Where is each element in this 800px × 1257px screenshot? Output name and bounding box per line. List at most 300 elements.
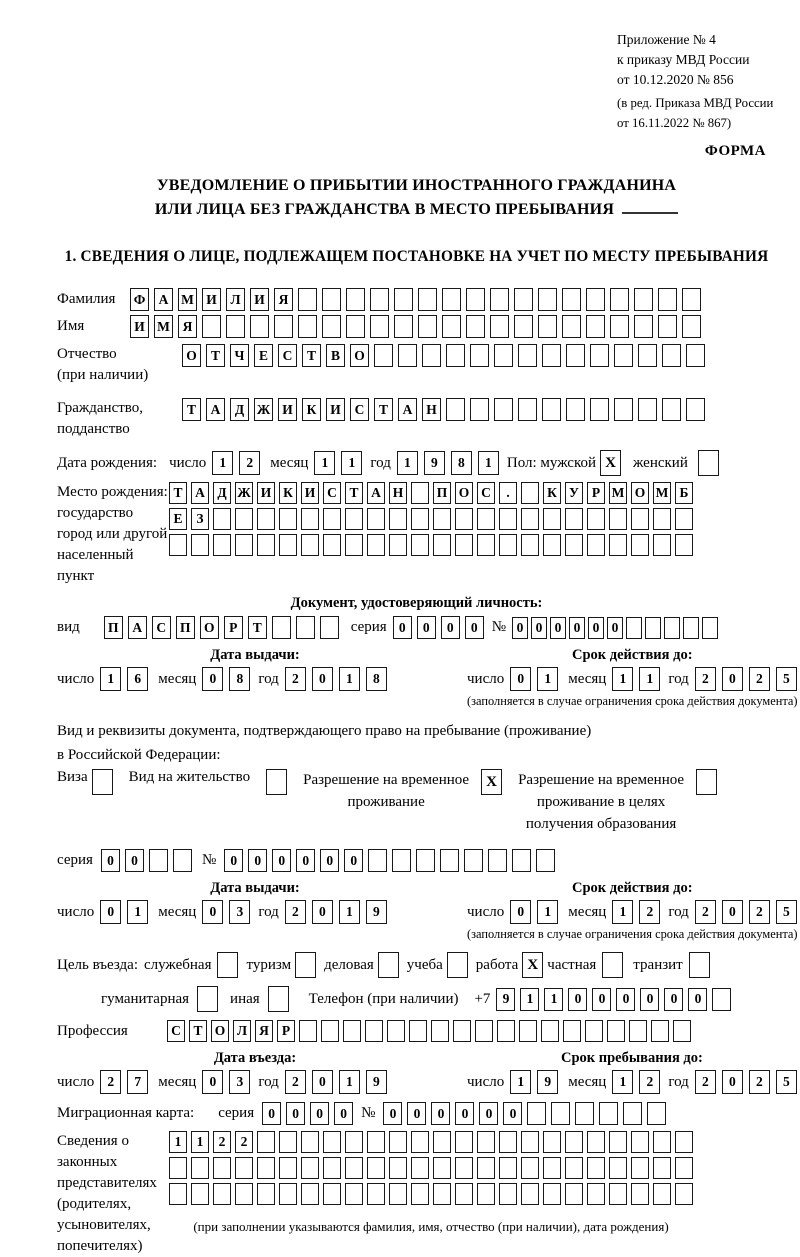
- form-cell[interactable]: [169, 534, 187, 556]
- form-cell[interactable]: С: [278, 344, 297, 367]
- form-cell[interactable]: [213, 508, 231, 530]
- form-cell[interactable]: [683, 617, 699, 639]
- form-cell[interactable]: 0: [441, 616, 460, 639]
- form-cell[interactable]: [387, 1020, 405, 1042]
- form-cell[interactable]: [455, 1157, 473, 1179]
- form-cell[interactable]: [367, 534, 385, 556]
- form-cell[interactable]: [682, 288, 701, 311]
- form-cell[interactable]: 0: [479, 1102, 498, 1125]
- form-cell[interactable]: [257, 1183, 275, 1205]
- form-cell[interactable]: С: [350, 398, 369, 421]
- form-cell[interactable]: [173, 849, 192, 872]
- form-cell[interactable]: [345, 534, 363, 556]
- form-cell[interactable]: [609, 1157, 627, 1179]
- form-cell[interactable]: [586, 315, 605, 338]
- form-cell[interactable]: [323, 534, 341, 556]
- form-cell[interactable]: [411, 1131, 429, 1153]
- form-cell[interactable]: [433, 1157, 451, 1179]
- form-cell[interactable]: [490, 288, 509, 311]
- form-cell[interactable]: 1: [397, 451, 418, 475]
- form-cell[interactable]: [494, 398, 513, 421]
- form-cell[interactable]: 0: [569, 617, 585, 639]
- form-cell[interactable]: 0: [531, 617, 547, 639]
- form-cell[interactable]: 0: [312, 900, 333, 924]
- form-cell[interactable]: 0: [465, 616, 484, 639]
- form-cell[interactable]: 1: [339, 900, 360, 924]
- form-cell[interactable]: [202, 315, 221, 338]
- form-cell[interactable]: А: [128, 616, 147, 639]
- form-cell[interactable]: [418, 315, 437, 338]
- form-cell[interactable]: 2: [285, 667, 306, 691]
- form-cell[interactable]: 0: [640, 988, 659, 1011]
- form-cell[interactable]: Р: [277, 1020, 295, 1042]
- form-cell[interactable]: 9: [366, 1070, 387, 1094]
- form-cell[interactable]: [433, 1131, 451, 1153]
- form-cell[interactable]: 0: [312, 1070, 333, 1094]
- form-cell[interactable]: [169, 1157, 187, 1179]
- form-cell[interactable]: [446, 344, 465, 367]
- form-cell[interactable]: 0: [224, 849, 243, 872]
- form-cell[interactable]: [499, 534, 517, 556]
- form-cell[interactable]: 2: [749, 667, 770, 691]
- form-cell[interactable]: 2: [285, 1070, 306, 1094]
- form-cell[interactable]: [389, 1157, 407, 1179]
- form-cell[interactable]: 8: [229, 667, 250, 691]
- form-cell[interactable]: [470, 398, 489, 421]
- form-cell[interactable]: И: [130, 315, 149, 338]
- form-cell[interactable]: [499, 1157, 517, 1179]
- form-cell[interactable]: [298, 315, 317, 338]
- form-cell[interactable]: [257, 1131, 275, 1153]
- form-cell[interactable]: [213, 1183, 231, 1205]
- form-cell[interactable]: [345, 1183, 363, 1205]
- form-cell[interactable]: [466, 288, 485, 311]
- form-cell[interactable]: [392, 849, 411, 872]
- form-cell[interactable]: 0: [125, 849, 144, 872]
- form-cell[interactable]: .: [499, 482, 517, 504]
- form-cell[interactable]: [299, 1020, 317, 1042]
- purpose-business-checkbox[interactable]: [378, 952, 399, 978]
- form-cell[interactable]: [322, 288, 341, 311]
- form-cell[interactable]: 0: [312, 667, 333, 691]
- temp-permit-checkbox[interactable]: X: [481, 769, 502, 795]
- form-cell[interactable]: [653, 1157, 671, 1179]
- form-cell[interactable]: [345, 1157, 363, 1179]
- form-cell[interactable]: И: [202, 288, 221, 311]
- form-cell[interactable]: [521, 1183, 539, 1205]
- form-cell[interactable]: [389, 1131, 407, 1153]
- form-cell[interactable]: [566, 398, 585, 421]
- form-cell[interactable]: 2: [239, 451, 260, 475]
- form-cell[interactable]: 3: [229, 1070, 250, 1094]
- form-cell[interactable]: И: [257, 482, 275, 504]
- form-cell[interactable]: И: [301, 482, 319, 504]
- form-cell[interactable]: [543, 1157, 561, 1179]
- visa-checkbox[interactable]: [92, 769, 113, 795]
- purpose-other-checkbox[interactable]: [268, 986, 289, 1012]
- form-cell[interactable]: [565, 1131, 583, 1153]
- form-cell[interactable]: [345, 508, 363, 530]
- form-cell[interactable]: [455, 1183, 473, 1205]
- form-cell[interactable]: 0: [344, 849, 363, 872]
- purpose-tourism-checkbox[interactable]: [295, 952, 316, 978]
- form-cell[interactable]: [662, 398, 681, 421]
- form-cell[interactable]: [631, 1157, 649, 1179]
- form-cell[interactable]: [398, 344, 417, 367]
- form-cell[interactable]: [389, 508, 407, 530]
- form-cell[interactable]: [470, 344, 489, 367]
- form-cell[interactable]: [250, 315, 269, 338]
- form-cell[interactable]: И: [278, 398, 297, 421]
- purpose-study-checkbox[interactable]: [447, 952, 468, 978]
- form-cell[interactable]: Р: [587, 482, 605, 504]
- form-cell[interactable]: 9: [424, 451, 445, 475]
- form-cell[interactable]: И: [250, 288, 269, 311]
- form-cell[interactable]: 0: [202, 900, 223, 924]
- form-cell[interactable]: [477, 1131, 495, 1153]
- form-cell[interactable]: [587, 534, 605, 556]
- form-cell[interactable]: [653, 534, 671, 556]
- form-cell[interactable]: Т: [345, 482, 363, 504]
- form-cell[interactable]: [389, 1183, 407, 1205]
- form-cell[interactable]: П: [433, 482, 451, 504]
- form-cell[interactable]: [477, 508, 495, 530]
- form-cell[interactable]: [298, 288, 317, 311]
- form-cell[interactable]: [631, 1183, 649, 1205]
- form-cell[interactable]: 1: [212, 451, 233, 475]
- form-cell[interactable]: [279, 1183, 297, 1205]
- form-cell[interactable]: 0: [568, 988, 587, 1011]
- form-cell[interactable]: [464, 849, 483, 872]
- form-cell[interactable]: [527, 1102, 546, 1125]
- form-cell[interactable]: 2: [639, 900, 660, 924]
- form-cell[interactable]: [149, 849, 168, 872]
- form-cell[interactable]: [566, 344, 585, 367]
- form-cell[interactable]: [191, 1157, 209, 1179]
- form-cell[interactable]: 0: [455, 1102, 474, 1125]
- form-cell[interactable]: О: [211, 1020, 229, 1042]
- form-cell[interactable]: 0: [334, 1102, 353, 1125]
- form-cell[interactable]: [257, 534, 275, 556]
- form-cell[interactable]: 1: [339, 1070, 360, 1094]
- form-cell[interactable]: [675, 1157, 693, 1179]
- form-cell[interactable]: [235, 534, 253, 556]
- form-cell[interactable]: [213, 1157, 231, 1179]
- form-cell[interactable]: 0: [393, 616, 412, 639]
- form-cell[interactable]: Ж: [235, 482, 253, 504]
- form-cell[interactable]: [686, 344, 705, 367]
- form-cell[interactable]: В: [326, 344, 345, 367]
- form-cell[interactable]: [599, 1102, 618, 1125]
- form-cell[interactable]: 0: [417, 616, 436, 639]
- form-cell[interactable]: [433, 508, 451, 530]
- form-cell[interactable]: Я: [178, 315, 197, 338]
- form-cell[interactable]: [422, 344, 441, 367]
- form-cell[interactable]: Ч: [230, 344, 249, 367]
- form-cell[interactable]: [279, 534, 297, 556]
- form-cell[interactable]: 9: [366, 900, 387, 924]
- form-cell[interactable]: И: [326, 398, 345, 421]
- form-cell[interactable]: Д: [230, 398, 249, 421]
- form-cell[interactable]: 0: [512, 617, 528, 639]
- form-cell[interactable]: [563, 1020, 581, 1042]
- form-cell[interactable]: 0: [296, 849, 315, 872]
- form-cell[interactable]: 1: [612, 1070, 633, 1094]
- form-cell[interactable]: [521, 1157, 539, 1179]
- form-cell[interactable]: 0: [262, 1102, 281, 1125]
- form-cell[interactable]: [440, 849, 459, 872]
- form-cell[interactable]: 0: [550, 617, 566, 639]
- form-cell[interactable]: 0: [248, 849, 267, 872]
- form-cell[interactable]: 3: [229, 900, 250, 924]
- form-cell[interactable]: [367, 1131, 385, 1153]
- residence-permit-checkbox[interactable]: [266, 769, 287, 795]
- form-cell[interactable]: [323, 1183, 341, 1205]
- form-cell[interactable]: 2: [749, 1070, 770, 1094]
- form-cell[interactable]: [609, 1131, 627, 1153]
- form-cell[interactable]: 0: [616, 988, 635, 1011]
- form-cell[interactable]: [374, 344, 393, 367]
- form-cell[interactable]: О: [455, 482, 473, 504]
- form-cell[interactable]: [296, 616, 315, 639]
- form-cell[interactable]: Я: [274, 288, 293, 311]
- form-cell[interactable]: [662, 344, 681, 367]
- form-cell[interactable]: [610, 315, 629, 338]
- form-cell[interactable]: [538, 315, 557, 338]
- form-cell[interactable]: 1: [314, 451, 335, 475]
- form-cell[interactable]: Е: [169, 508, 187, 530]
- form-cell[interactable]: [631, 1131, 649, 1153]
- form-cell[interactable]: [519, 1020, 537, 1042]
- form-cell[interactable]: [323, 508, 341, 530]
- form-cell[interactable]: 2: [695, 667, 716, 691]
- form-cell[interactable]: Т: [206, 344, 225, 367]
- form-cell[interactable]: [638, 398, 657, 421]
- form-cell[interactable]: [565, 534, 583, 556]
- form-cell[interactable]: Т: [374, 398, 393, 421]
- form-cell[interactable]: 2: [100, 1070, 121, 1094]
- form-cell[interactable]: С: [152, 616, 171, 639]
- form-cell[interactable]: Н: [422, 398, 441, 421]
- form-cell[interactable]: 1: [191, 1131, 209, 1153]
- form-cell[interactable]: О: [350, 344, 369, 367]
- form-cell[interactable]: [614, 344, 633, 367]
- form-cell[interactable]: [213, 534, 231, 556]
- form-cell[interactable]: 9: [537, 1070, 558, 1094]
- form-cell[interactable]: К: [302, 398, 321, 421]
- form-cell[interactable]: 0: [722, 667, 743, 691]
- form-cell[interactable]: [442, 315, 461, 338]
- form-cell[interactable]: 0: [272, 849, 291, 872]
- form-cell[interactable]: [345, 1131, 363, 1153]
- form-cell[interactable]: [686, 398, 705, 421]
- form-cell[interactable]: А: [206, 398, 225, 421]
- form-cell[interactable]: [409, 1020, 427, 1042]
- form-cell[interactable]: [562, 288, 581, 311]
- form-cell[interactable]: [389, 534, 407, 556]
- form-cell[interactable]: [477, 1157, 495, 1179]
- form-cell[interactable]: [466, 315, 485, 338]
- form-cell[interactable]: 0: [510, 667, 531, 691]
- form-cell[interactable]: [301, 534, 319, 556]
- form-cell[interactable]: [664, 617, 680, 639]
- form-cell[interactable]: [494, 344, 513, 367]
- form-cell[interactable]: 1: [612, 667, 633, 691]
- form-cell[interactable]: Т: [169, 482, 187, 504]
- form-cell[interactable]: 1: [612, 900, 633, 924]
- form-cell[interactable]: [442, 288, 461, 311]
- form-cell[interactable]: [675, 534, 693, 556]
- form-cell[interactable]: [543, 1183, 561, 1205]
- form-cell[interactable]: [609, 534, 627, 556]
- form-cell[interactable]: Е: [254, 344, 273, 367]
- form-cell[interactable]: А: [398, 398, 417, 421]
- form-cell[interactable]: [587, 508, 605, 530]
- form-cell[interactable]: [433, 1183, 451, 1205]
- form-cell[interactable]: [542, 344, 561, 367]
- form-cell[interactable]: [626, 617, 642, 639]
- form-cell[interactable]: [235, 1183, 253, 1205]
- form-cell[interactable]: Д: [213, 482, 231, 504]
- form-cell[interactable]: [367, 508, 385, 530]
- form-cell[interactable]: [301, 508, 319, 530]
- sex-male-checkbox[interactable]: X: [600, 450, 621, 476]
- form-cell[interactable]: А: [367, 482, 385, 504]
- form-cell[interactable]: 1: [537, 900, 558, 924]
- form-cell[interactable]: [565, 508, 583, 530]
- form-cell[interactable]: [279, 508, 297, 530]
- form-cell[interactable]: [609, 1183, 627, 1205]
- form-cell[interactable]: 1: [510, 1070, 531, 1094]
- form-cell[interactable]: 0: [310, 1102, 329, 1125]
- form-cell[interactable]: [536, 849, 555, 872]
- form-cell[interactable]: 0: [320, 849, 339, 872]
- form-cell[interactable]: Л: [233, 1020, 251, 1042]
- form-cell[interactable]: [587, 1183, 605, 1205]
- form-cell[interactable]: [629, 1020, 647, 1042]
- form-cell[interactable]: [368, 849, 387, 872]
- form-cell[interactable]: 5: [776, 1070, 797, 1094]
- form-cell[interactable]: [675, 1183, 693, 1205]
- form-cell[interactable]: [653, 1131, 671, 1153]
- form-cell[interactable]: М: [154, 315, 173, 338]
- form-cell[interactable]: 2: [285, 900, 306, 924]
- form-cell[interactable]: 0: [202, 667, 223, 691]
- form-cell[interactable]: [323, 1157, 341, 1179]
- form-cell[interactable]: 0: [588, 617, 604, 639]
- form-cell[interactable]: [169, 1183, 187, 1205]
- form-cell[interactable]: [431, 1020, 449, 1042]
- form-cell[interactable]: 0: [510, 900, 531, 924]
- form-cell[interactable]: [521, 508, 539, 530]
- form-cell[interactable]: 8: [366, 667, 387, 691]
- form-cell[interactable]: 1: [544, 988, 563, 1011]
- form-cell[interactable]: М: [609, 482, 627, 504]
- form-cell[interactable]: [512, 849, 531, 872]
- form-cell[interactable]: [609, 508, 627, 530]
- form-cell[interactable]: [590, 344, 609, 367]
- blank-underline[interactable]: [622, 201, 678, 214]
- form-cell[interactable]: [541, 1020, 559, 1042]
- form-cell[interactable]: [586, 288, 605, 311]
- form-cell[interactable]: 0: [100, 900, 121, 924]
- form-cell[interactable]: 0: [664, 988, 683, 1011]
- form-cell[interactable]: [610, 288, 629, 311]
- form-cell[interactable]: [543, 1131, 561, 1153]
- form-cell[interactable]: 0: [688, 988, 707, 1011]
- form-cell[interactable]: [638, 344, 657, 367]
- form-cell[interactable]: [455, 534, 473, 556]
- form-cell[interactable]: 2: [235, 1131, 253, 1153]
- form-cell[interactable]: [418, 288, 437, 311]
- form-cell[interactable]: [645, 617, 661, 639]
- form-cell[interactable]: [322, 315, 341, 338]
- form-cell[interactable]: [475, 1020, 493, 1042]
- form-cell[interactable]: [346, 288, 365, 311]
- form-cell[interactable]: 1: [100, 667, 121, 691]
- form-cell[interactable]: [191, 534, 209, 556]
- form-cell[interactable]: [488, 849, 507, 872]
- form-cell[interactable]: [257, 1157, 275, 1179]
- form-cell[interactable]: [587, 1157, 605, 1179]
- form-cell[interactable]: П: [104, 616, 123, 639]
- form-cell[interactable]: [499, 1183, 517, 1205]
- form-cell[interactable]: 0: [202, 1070, 223, 1094]
- form-cell[interactable]: [675, 1131, 693, 1153]
- form-cell[interactable]: [521, 1131, 539, 1153]
- form-cell[interactable]: 2: [749, 900, 770, 924]
- form-cell[interactable]: А: [191, 482, 209, 504]
- form-cell[interactable]: [658, 315, 677, 338]
- form-cell[interactable]: [367, 1183, 385, 1205]
- form-cell[interactable]: [673, 1020, 691, 1042]
- form-cell[interactable]: [272, 616, 291, 639]
- form-cell[interactable]: [565, 1183, 583, 1205]
- form-cell[interactable]: [562, 315, 581, 338]
- form-cell[interactable]: [682, 315, 701, 338]
- form-cell[interactable]: [647, 1102, 666, 1125]
- purpose-humanitarian-checkbox[interactable]: [197, 986, 218, 1012]
- purpose-transit-checkbox[interactable]: [689, 952, 710, 978]
- form-cell[interactable]: 0: [607, 617, 623, 639]
- form-cell[interactable]: [623, 1102, 642, 1125]
- form-cell[interactable]: 1: [339, 667, 360, 691]
- form-cell[interactable]: [235, 1157, 253, 1179]
- form-cell[interactable]: [321, 1020, 339, 1042]
- form-cell[interactable]: [394, 288, 413, 311]
- form-cell[interactable]: 0: [383, 1102, 402, 1125]
- form-cell[interactable]: [590, 398, 609, 421]
- form-cell[interactable]: [607, 1020, 625, 1042]
- form-cell[interactable]: Б: [675, 482, 693, 504]
- form-cell[interactable]: 1: [127, 900, 148, 924]
- form-cell[interactable]: К: [279, 482, 297, 504]
- form-cell[interactable]: [279, 1157, 297, 1179]
- form-cell[interactable]: [587, 1131, 605, 1153]
- form-cell[interactable]: [370, 315, 389, 338]
- form-cell[interactable]: [477, 1183, 495, 1205]
- form-cell[interactable]: [323, 1131, 341, 1153]
- temp-edu-permit-checkbox[interactable]: [696, 769, 717, 795]
- form-cell[interactable]: 0: [722, 1070, 743, 1094]
- form-cell[interactable]: [497, 1020, 515, 1042]
- form-cell[interactable]: 2: [695, 900, 716, 924]
- form-cell[interactable]: 2: [695, 1070, 716, 1094]
- form-cell[interactable]: Я: [255, 1020, 273, 1042]
- form-cell[interactable]: [477, 534, 495, 556]
- form-cell[interactable]: Т: [248, 616, 267, 639]
- form-cell[interactable]: М: [653, 482, 671, 504]
